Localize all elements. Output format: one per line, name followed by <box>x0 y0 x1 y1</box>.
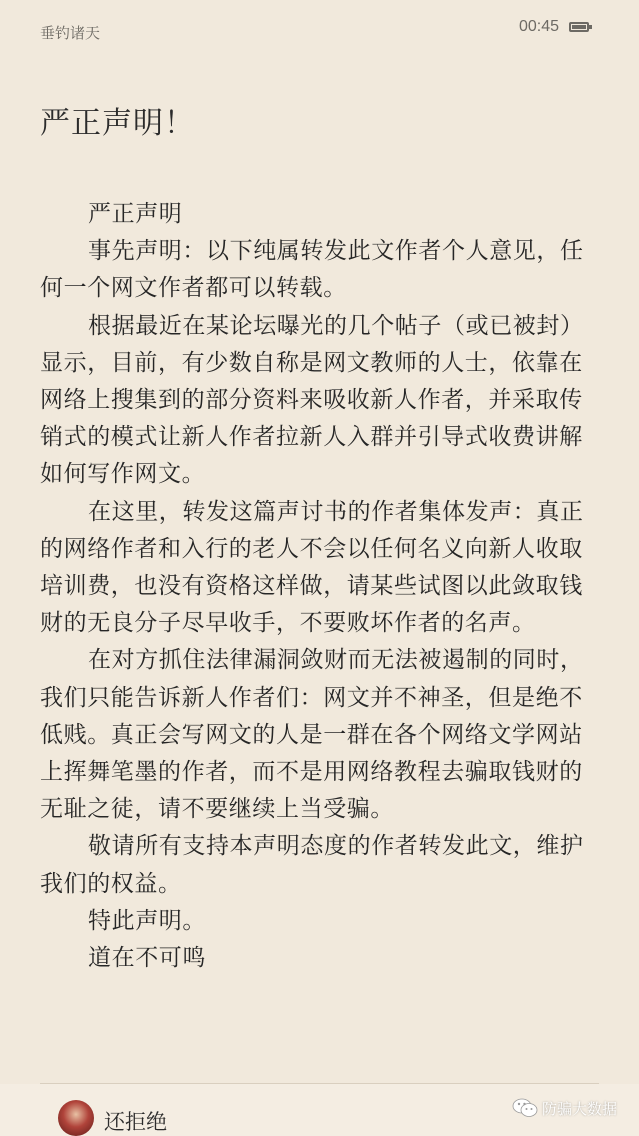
chapter-content[interactable] <box>40 196 602 977</box>
paragraph: 严正声明 <box>88 201 183 227</box>
battery-icon <box>569 22 589 32</box>
comment-username[interactable]: 还拒绝 <box>104 1110 167 1134</box>
paragraph: 敬请所有支持本声明态度的作者转发此文，维护我们的权益。 <box>40 833 584 897</box>
chapter-title: 严正声明！ <box>40 106 195 141</box>
book-title: 垂钓诸天 <box>40 24 101 42</box>
avatar[interactable] <box>58 1100 94 1136</box>
paragraph: 事先声明：以下纯属转发此文作者个人意见，任何一个网文作者都可以转载。 <box>40 238 584 302</box>
wechat-icon <box>512 1098 538 1118</box>
paragraph: 在这里，转发这篇声讨书的作者集体发声：真正的网络作者和入行的老人不会以任何名义向新人收取培训费，也没有资格这样做，请某些试图以此敛取钱财的无良分子尽早收手，不要败坏作者的名声。 <box>40 498 584 637</box>
paragraph: 根据最近在某论坛曝光的几个帖子（或已被封）显示，目前，有少数自称是网文教师的人士，依靠在网络上搜集到的部分资料来吸收新人作者，并采取传销式的模式让新人作者拉新人入群并引导式收费讲解如何写作网文。 <box>40 312 584 488</box>
clock: 00:45 <box>519 18 560 35</box>
status-bar <box>0 0 639 60</box>
watermark-text: 防骗大数据 <box>542 1099 618 1118</box>
paragraph: 道在不可鸣 <box>88 945 206 972</box>
paragraph: 特此声明。 <box>88 907 206 934</box>
watermark <box>512 1093 617 1123</box>
paragraph: 在对方抓住法律漏洞敛财而无法被遏制的同时，我们只能告诉新人作者们：网文并不神圣，但是绝不低贱。真正会写网文的人是一群在各个网络文学网站上挥舞笔墨的作者，而不是用网络教程去骗取钱财的无耻之徒，请不要继续上当受骗。 <box>40 647 584 823</box>
